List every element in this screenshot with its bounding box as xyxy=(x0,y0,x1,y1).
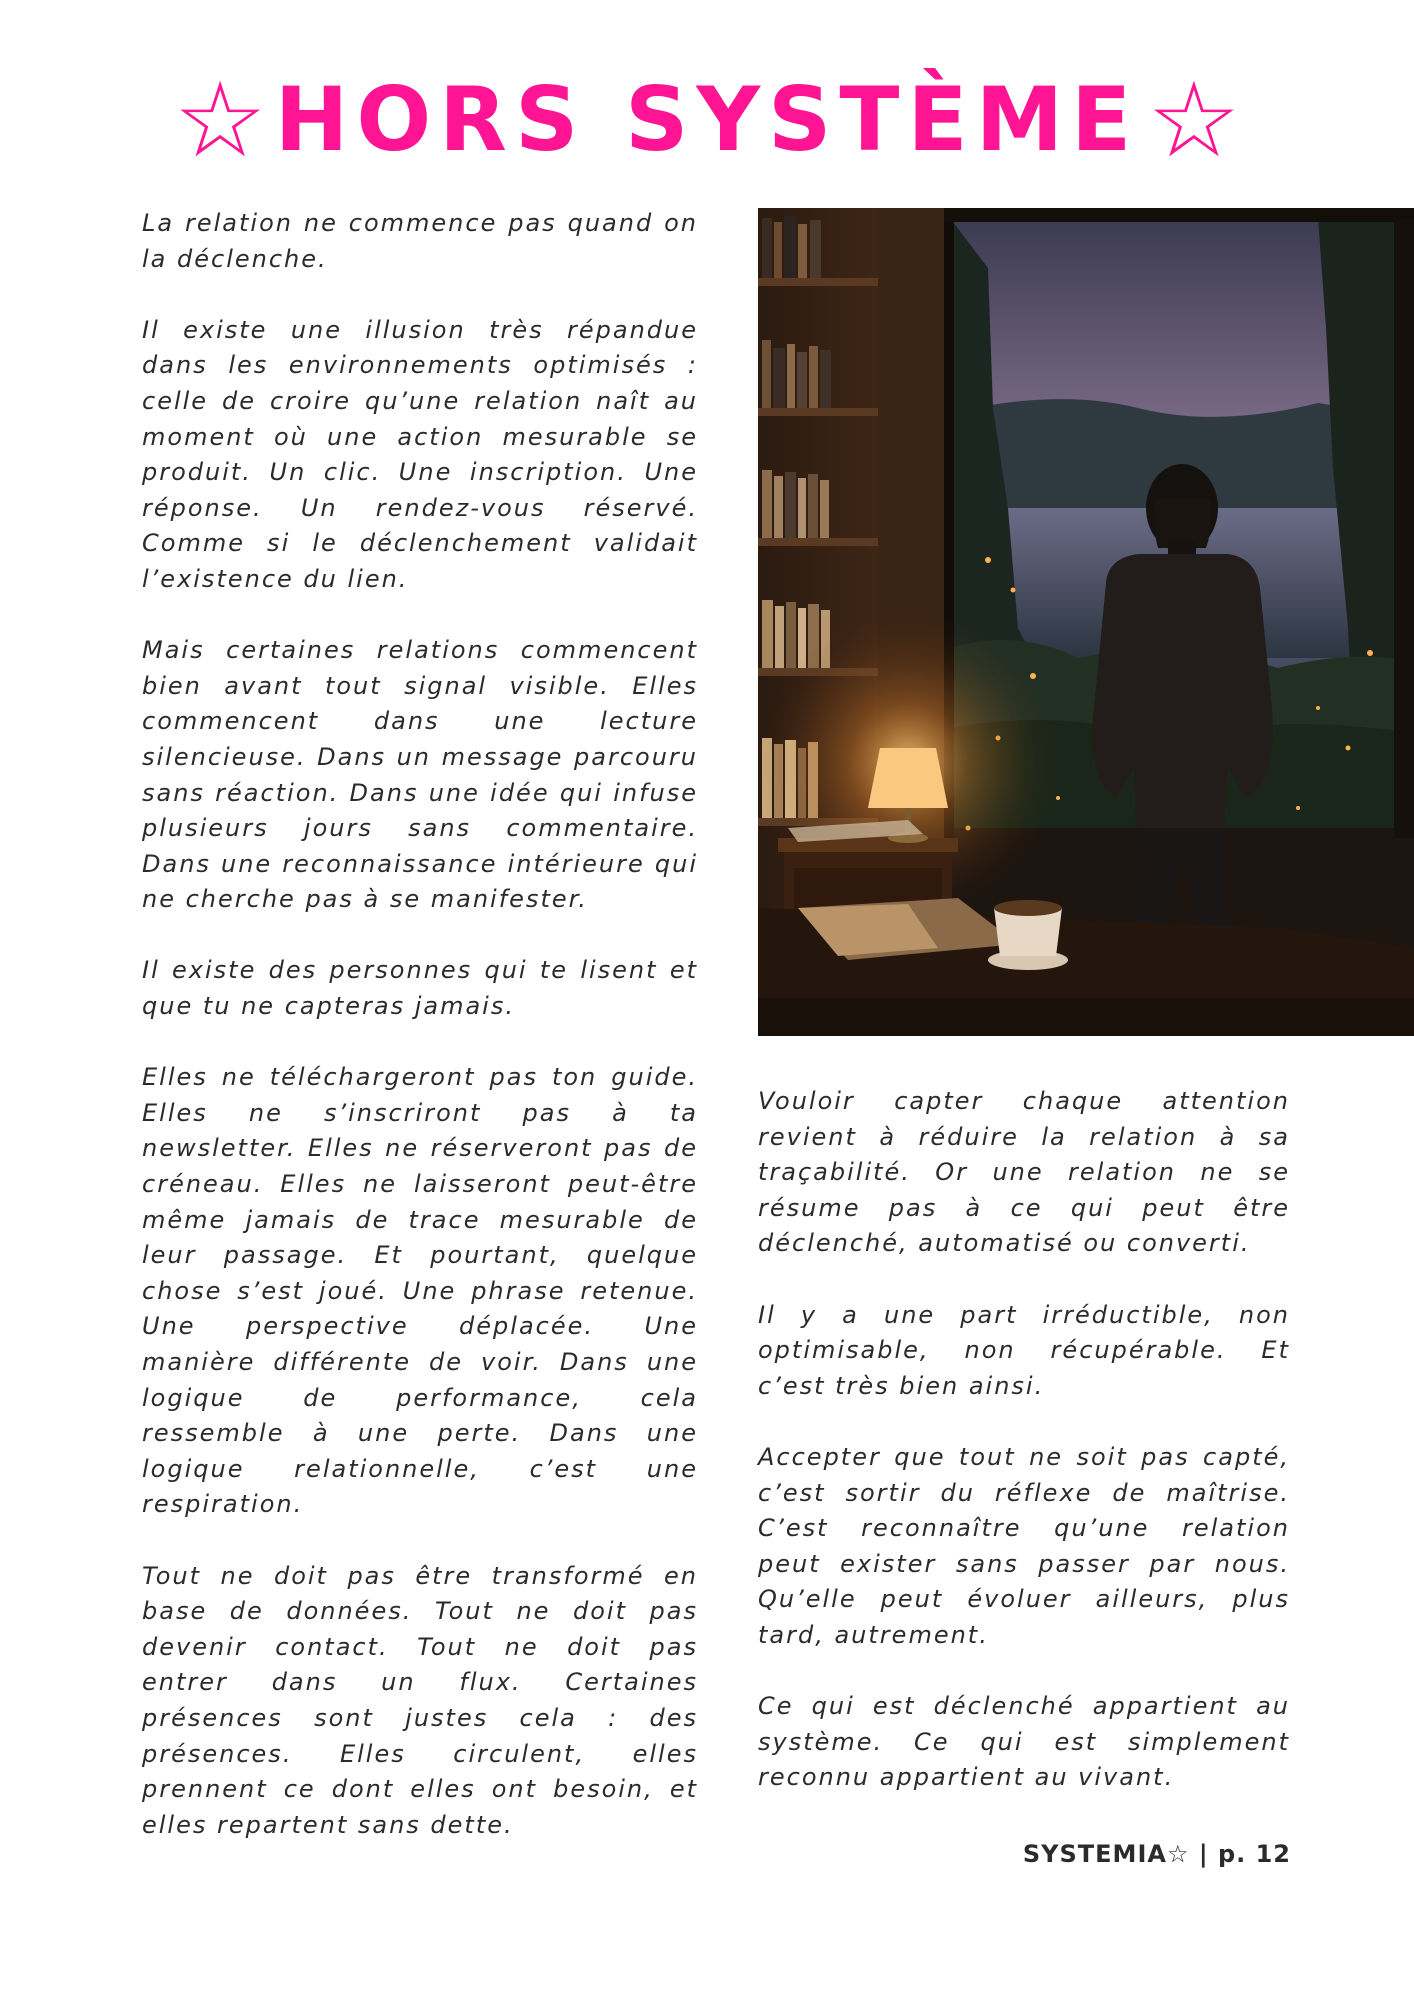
paragraph: Il existe des personnes qui te lisent et que tu ne capteras jamais. xyxy=(142,956,698,1021)
paragraph: Accepter que tout ne soit pas capté, c’est sortir du réflexe de maîtrise. C’est reconnaître qu’une relation peut exister sans passer par nous. Qu’elle peut évoluer ailleurs, plus tard, autrement. xyxy=(758,1442,1290,1649)
paragraph: Mais certaines relations commencent bien avant tout signal visible. Elles commencent dans une lecture silencieuse. Dans un message parcouru sans réaction. Dans une idée qui infuse plusieurs jours sans commentaire. Dans une reconnaissance intérieure qui ne cherche pas à se manifester. xyxy=(142,636,698,914)
title-text: HORS SYSTÈME xyxy=(274,68,1140,171)
paragraph: La relation ne commence pas quand on la déclenche. xyxy=(142,209,698,273)
paragraph: Ce qui est déclenché appartient au système. Ce qui est simplement reconnu appartient au vivant. xyxy=(758,1692,1290,1792)
star-left-icon: ☆ xyxy=(173,59,267,181)
paragraph: Tout ne doit pas être transformé en base de données. Tout ne doit pas devenir contact. Tout ne doit pas entrer dans un flux. Certaines présences sont justes cela : des présences. Elles circulent, elles prennent ce dont elles ont besoin, et elles repartent sans dette. xyxy=(142,1561,698,1839)
left-column xyxy=(142,206,698,1879)
page-title xyxy=(0,50,1414,190)
paragraph: Il y a une part irréductible, non optimisable, non récupérable. Et c’est très bien ainsi. xyxy=(758,1300,1290,1400)
page-footer: SYSTEMIA☆ | p. 12 xyxy=(1022,1840,1291,1868)
right-column xyxy=(758,1084,1290,1831)
paragraph: Vouloir capter chaque attention revient à réduire la relation à sa traçabilité. Or une relation ne se résume pas à ce qui peut être déclenché, automatisé ou converti. xyxy=(758,1087,1290,1258)
photo-illustration xyxy=(758,208,1414,1036)
photo-man-at-window xyxy=(758,208,1414,1036)
paragraph: Il existe une illusion très répandue dans les environnements optimisés : celle de croire qu’une relation naît au moment où une action mesurable se produit. Un clic. Une inscription. Une réponse. Un rendez-vous réservé. Comme si le déclenchement validait l’existence du lien. xyxy=(142,315,698,593)
paragraph: Elles ne téléchargeront pas ton guide. Elles ne s’inscriront pas à ta newsletter. Elles ne réserveront pas de créneau. Elles ne laisseront peut-être même jamais de trace mesurable de leur passage. Et pourtant, quelque chose s’est joué. Une phrase retenue. Une perspective déplacée. Une manière différente de voir. Dans une logique de performance, cela ressemble à une perte. Dans une logique relationnelle, c’est une respiration. xyxy=(142,1063,698,1519)
star-right-icon: ☆ xyxy=(1147,59,1241,181)
